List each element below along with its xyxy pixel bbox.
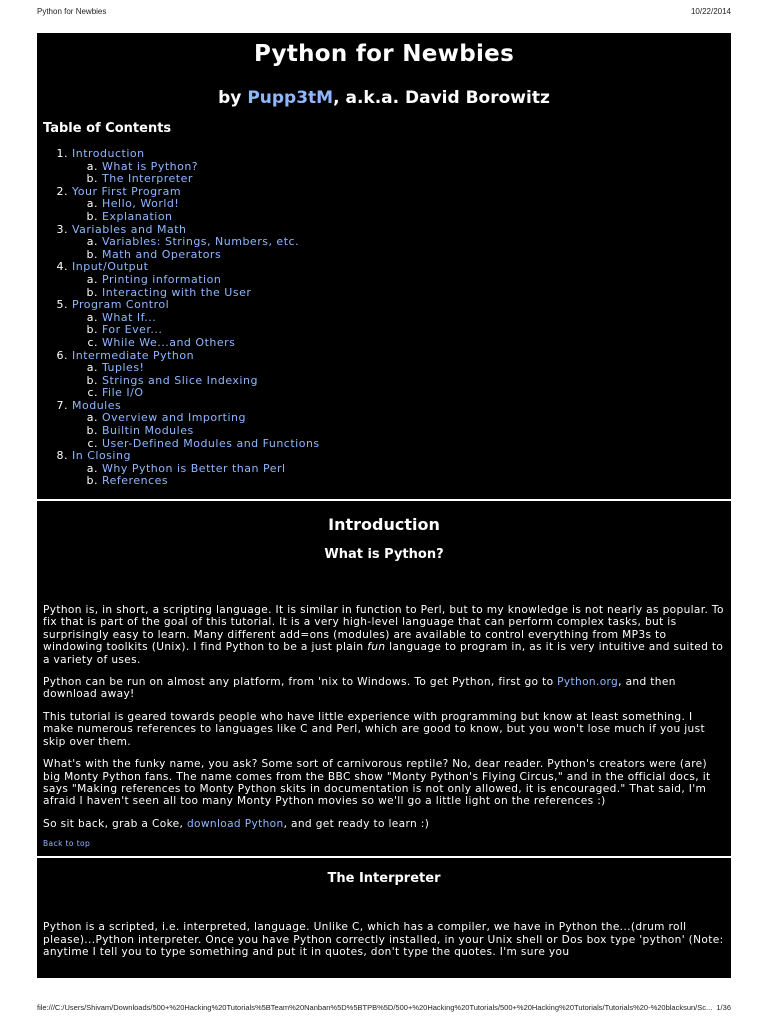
toc-link-modules[interactable]: Modules [72,398,122,412]
toc-subitem [102,412,725,425]
toc-subitem [102,387,725,400]
print-header-date: 10/22/2014 [690,7,731,16]
emphasis-fun: fun [367,641,386,654]
subsection-title-interpreter: The Interpreter [327,871,441,887]
toc-item-first-program [72,186,725,224]
author-alias-link[interactable]: Pupp3tM [247,88,334,108]
section-title-introduction: Introduction [328,515,440,535]
toc-link-variables-math[interactable]: Variables and Math [72,222,187,236]
section-divider [37,856,731,858]
toc-link-intermediate[interactable]: Intermediate Python [72,348,195,362]
toc-link-why-python[interactable]: Why Python is Better than Perl [102,461,286,475]
document-page [37,33,731,978]
back-to-top-link[interactable]: Back to top [43,839,91,849]
toc-link-builtin-modules[interactable]: Builtin Modules [102,424,194,438]
toc-item-input-output [72,261,725,299]
table-of-contents [43,148,725,488]
toc-subitem [102,438,725,451]
toc-link-in-closing[interactable]: In Closing [72,449,131,463]
toc-item-variables-math [72,224,725,262]
toc-subitem [102,211,725,224]
toc-heading: Table of Contents [43,121,172,136]
intro-paragraph-3: This tutorial is geared towards people who have little experience with programming but know at least something. I make numerous references to languages like C and Perl, which are good to know, but you won't lose much if you just skip over them. [43,710,705,748]
print-footer-page-number: 1/36 [716,1003,731,1012]
toc-link-introduction[interactable]: Introduction [72,147,145,160]
toc-link-strings-slice[interactable]: Strings and Slice Indexing [102,373,258,387]
intro-paragraph-2: Python can be run on almost any platform, from 'nix to Windows. To get Python, first go to Python.org, and then download away! [43,676,676,701]
toc-subitem [102,375,725,388]
subsection-title-what-is-python: What is Python? [324,547,444,563]
toc-link-first-program[interactable]: Your First Program [72,184,182,198]
byline-suffix: , a.k.a. David Borowitz [333,88,550,108]
toc-link-variables[interactable]: Variables: Strings, Numbers, etc. [102,235,300,249]
print-header [37,7,731,19]
toc-link-interacting[interactable]: Interacting with the User [102,285,252,299]
toc-link-what-if[interactable]: What If... [102,310,157,324]
byline-prefix: by [218,88,248,108]
toc-subitem [102,198,725,211]
toc-link-input-output[interactable]: Input/Output [72,260,149,274]
print-footer [37,1003,731,1015]
page-title: Python for Newbies [253,41,515,67]
toc-link-the-interpreter[interactable]: The Interpreter [102,172,193,186]
print-footer-url: file:///C:/Users/Shivam/Downloads/500+%20Hacking%20Tutorials%5BTeam%20Nanban%5D%5BTPB%5D/500+%20Hacking%20Tutorials/500+%20Hacking%20Tutorials/Tutorials%20-%20blacksun/Sc... [37,1003,713,1012]
toc-link-while-we[interactable]: While We...and Others [102,335,236,349]
toc-item-in-closing [72,450,725,488]
toc-subitem [102,161,725,174]
intro-paragraph-5: So sit back, grab a Coke, download Python, and get ready to learn :) [43,817,430,830]
toc-link-tuples[interactable]: Tuples! [102,361,145,375]
toc-item-intermediate [72,350,725,400]
toc-subitem [102,173,725,186]
toc-link-printing[interactable]: Printing information [102,272,222,286]
section-divider [37,499,731,501]
toc-link-math-operators[interactable]: Math and Operators [102,247,222,261]
toc-link-hello-world[interactable]: Hello, World! [102,197,180,211]
toc-link-file-io[interactable]: File I/O [102,386,144,400]
toc-subitem [102,249,725,262]
toc-subitem [102,337,725,350]
toc-subitem [102,312,725,325]
print-header-title: Python for Newbies [37,7,107,16]
toc-link-overview-importing[interactable]: Overview and Importing [102,411,246,425]
python-org-link[interactable]: Python.org [557,676,619,689]
intro-paragraph-4: What's with the funky name, you ask? Some sort of carnivorous reptile? No, dear reader. Python's creators were (are) big Monty Python fans. The name comes from the BBC show "Monty Python's Flying Circus," and in the official docs, it says "Making references to Monty Python skits in documentation is not only allowed, it is encouraged." That said, I'm afraid I haven't seen all too many Monty Python movies so we'll go a little light on the references :) [43,758,711,808]
toc-subitem [102,463,725,476]
toc-link-for-ever[interactable]: For Ever... [102,323,163,337]
download-python-link[interactable]: download Python [186,817,284,830]
toc-item-modules [72,400,725,450]
toc-subitem [102,475,725,488]
interpreter-paragraph-1: Python is a scripted, i.e. interpreted, language. Unlike C, which has a compiler, we have in Python the...(drum roll please)...Python interpreter. Once you have Python correctly installed, in your Unix shell or Dos box type 'python' (Note: anytime I tell you to type something and put it in quotes, don't type the quotes. I'm sure you [43,921,724,958]
byline [43,86,725,110]
toc-link-program-control[interactable]: Program Control [72,298,170,312]
toc-item-introduction [72,148,725,186]
toc-subitem [102,287,725,300]
toc-item-program-control [72,299,725,349]
toc-link-explanation[interactable]: Explanation [102,209,173,223]
intro-paragraph-1: Python is, in short, a scripting language. It is similar in function to Perl, but to my knowledge is not nearly as popular. To fix that is part of the goal of this tutorial. It is a very high-level language that can perform complex tasks, but is surprisingly easy to learn. Many different add=ons (modules) are available to control everything from MP3s to windowing toolkits (Unix). I find Python to be a just plain fun language to program in, as it is very intuitive and suited to a variety of uses. [43,604,724,666]
toc-link-references[interactable]: References [102,474,169,488]
toc-link-what-is-python[interactable]: What is Python? [102,159,199,173]
toc-link-user-defined[interactable]: User-Defined Modules and Functions [102,436,320,450]
